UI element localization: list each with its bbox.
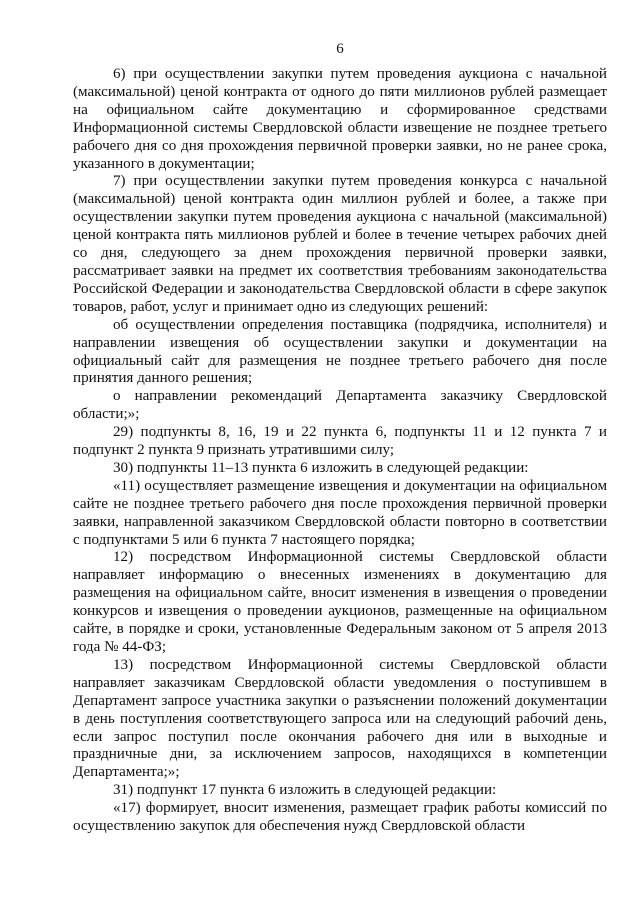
paragraph-amendment-31: 31) подпункт 17 пункта 6 изложить в следующей редакции: bbox=[113, 782, 497, 799]
document-body bbox=[73, 66, 607, 836]
paragraph-decision-definition: об осуществлении определения поставщика (подрядчика, исполнителя) и направлении извещения об осуществлении закупки и документации на официальный сайт для размещения не позднее третьего рабочего дня после принятия данного решения; bbox=[73, 316, 607, 387]
paragraph-item-7: 7) при осуществлении закупки путем проведения конкурса с начальной (максимальной) ценой контракта один миллион рублей и более, а также при осуществлении закупки путем проведения аукциона с начальной (максимальной) ценой контракта пять миллионов рублей и более в течение четырех рабочих дней со дня, следующего за днем прохождения первичной проверки заявки, рассматривает заявки на предмет их соответствия требованиям законодательства Российской Федерации и законодательства Свердловской области в сфере закупок товаров, работ, услуг и принимает одно из следующих решений: bbox=[73, 173, 607, 315]
paragraph-subitem-11: «11) осуществляет размещение извещения и документации на официальном сайте не позднее третьего рабочего дня после прохождения первичной проверки заявки, направленной заказчиком Свердловской области повторно в соответствии с подпунктами 5 или 6 пункта 7 настоящего порядка; bbox=[73, 477, 607, 548]
paragraph-amendment-30: 30) подпункты 11–13 пункта 6 изложить в следующей редакции: bbox=[113, 459, 529, 476]
paragraph-subitem-17: «17) формирует, вносит изменения, размещает график работы комиссий по осуществлению закупок для обеспечения нужд Свердловской области bbox=[73, 800, 607, 835]
page-number: 6 bbox=[336, 41, 344, 57]
paragraph-decision-recommendations: о направлении рекомендаций Департамента заказчику Свердловской области;»; bbox=[73, 388, 607, 423]
paragraph-item-6: 6) при осуществлении закупки путем проведения аукциона с начальной (максимальной) ценой контракта от одного до пяти миллионов рублей размещает на официальном сайте документацию и сформированное средствами Информационной системы Свердловской области извещение не позднее третьего рабочего дня со дня прохождения первичной проверки заявки, но не ранее срока, указанного в документации; bbox=[73, 66, 607, 172]
paragraph-amendment-29: 29) подпункты 8, 16, 19 и 22 пункта 6, подпункты 11 и 12 пункта 7 и подпункт 2 пункта 9 признать утратившими силу; bbox=[73, 424, 607, 459]
paragraph-subitem-13: 13) посредством Информационной системы Свердловской области направляет заказчикам Свердловской области уведомления о поступившем в Департамент запросе участника закупки о разъяснении положений документации в день поступления соответствующего запроса или на следующий рабочий день, если запрос поступил после окончания рабочего дня или в выходные и праздничные дни, за исключением запросов, находящихся в компетенции Департамента;»; bbox=[73, 656, 607, 781]
paragraph-subitem-12: 12) посредством Информационной системы Свердловской области направляет информацию о внесенных изменениях в документацию для размещения на официальном сайте, вносит изменения в извещения о проведении конкурсов и извещения о проведении аукционов, размещенные на официальном сайте, в порядке и сроки, установленные Федеральным законом от 5 апреля 2013 года № 44-ФЗ; bbox=[73, 549, 607, 655]
